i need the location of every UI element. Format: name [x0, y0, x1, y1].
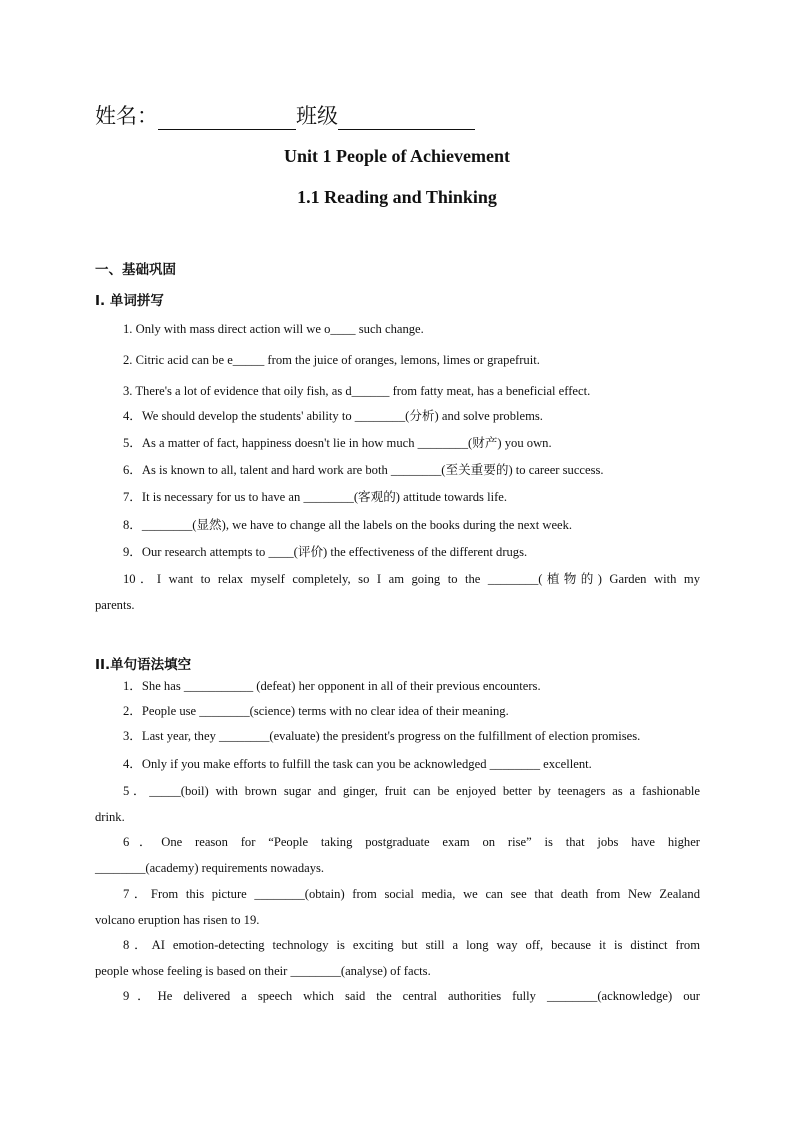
item-text: 9．Our research attempts to ____(评价) the effectiveness of the different drugs. [123, 545, 528, 559]
item-text-line1: 9．He delivered a speech which said the central authorities fully ________(acknowledge) our [123, 989, 700, 1003]
item-text-line1: 6．One reason for “People taking postgraduate exam on rise” is that jobs have higher [123, 835, 700, 849]
item-text: 3. There's a lot of evidence that oily fish, as d______ from fatty meat, has a beneficial effect. [123, 384, 591, 398]
spelling-item-7 [95, 484, 700, 510]
item-text: 8．________(显然), we have to change all the labels on the books during the next week. [123, 518, 573, 532]
item-text: 7．It is necessary for us to have an ________(客观的) attitude towards life. [123, 490, 508, 504]
item-text: 3．Last year, they ________(evaluate) the president's progress on the fulfillment of election promises. [123, 729, 641, 743]
item-text: 2．People use ________(science) terms with no clear idea of their meaning. [123, 704, 509, 718]
item-text-line1: 5．_____(boil) with brown sugar and ginger, fruit can be enjoyed better by teenagers as a fashionable [123, 784, 700, 798]
section-heading-spelling: I. 单词拼写 [95, 293, 164, 309]
item-text: 1．She has ___________ (defeat) her opponent in all of their previous encounters. [123, 679, 541, 693]
spelling-item-2 [95, 347, 700, 373]
spelling-item-3 [95, 378, 700, 404]
name-blank[interactable] [158, 107, 296, 130]
class-label: 班级 [296, 104, 338, 128]
unit-title: Unit 1 People of Achievement [284, 146, 510, 166]
item-text-line2: parents. [95, 598, 135, 612]
spelling-item-6 [95, 457, 700, 483]
grammar-item-5 [95, 778, 700, 830]
item-text-line2: people whose feeling is based on their ________(analyse) of facts. [95, 964, 431, 978]
grammar-item-3 [95, 723, 700, 749]
item-text: 4．Only if you make efforts to fulfill the task can you be acknowledged ________ excellent. [123, 757, 592, 771]
item-text-line2: ________(academy) requirements nowadays. [95, 861, 325, 875]
spelling-item-10 [95, 566, 700, 618]
item-text-line1: 8．AI emotion-detecting technology is exciting but still a long way off, because it is distinct from [123, 938, 700, 952]
class-blank[interactable] [338, 107, 475, 130]
item-text-line2: volcano eruption has risen to 19. [95, 913, 260, 927]
name-label: 姓名： [95, 104, 158, 128]
section-heading-grammar: II.单句语法填空 [95, 657, 192, 673]
grammar-item-6 [95, 829, 700, 881]
item-text-line1: 7．From this picture ________(obtain) from social media, we can see that death from New Zealand [123, 887, 700, 901]
spelling-item-1 [95, 316, 700, 342]
grammar-item-8 [95, 932, 700, 984]
item-text: 5．As a matter of fact, happiness doesn't lie in how much ________(财产) you own. [123, 436, 552, 450]
spelling-item-9 [95, 539, 700, 565]
lesson-title: 1.1 Reading and Thinking [297, 187, 497, 207]
grammar-item-2 [95, 698, 700, 724]
grammar-item-4 [95, 751, 700, 777]
item-text: 2. Citric acid can be e_____ from the juice of oranges, lemons, limes or grapefruit. [123, 353, 540, 367]
grammar-item-9 [95, 983, 700, 1009]
spelling-item-4 [95, 403, 700, 429]
item-text: 1. Only with mass direct action will we o____ such change. [123, 322, 424, 336]
student-info-line [95, 100, 475, 130]
section-heading-basics: 一、基础巩固 [95, 262, 176, 278]
item-text-line1: 10．I want to relax myself completely, so I am going to the ________(植物的) Garden with my [123, 572, 700, 586]
item-text: 6．As is known to all, talent and hard work are both ________(至关重要的) to career success. [123, 463, 604, 477]
spelling-item-8 [95, 512, 700, 538]
item-text-line2: drink. [95, 810, 125, 824]
spelling-item-5 [95, 430, 700, 456]
item-text: 4．We should develop the students' ability to ________(分析) and solve problems. [123, 409, 543, 423]
grammar-item-7 [95, 881, 700, 933]
grammar-item-1 [95, 673, 700, 699]
